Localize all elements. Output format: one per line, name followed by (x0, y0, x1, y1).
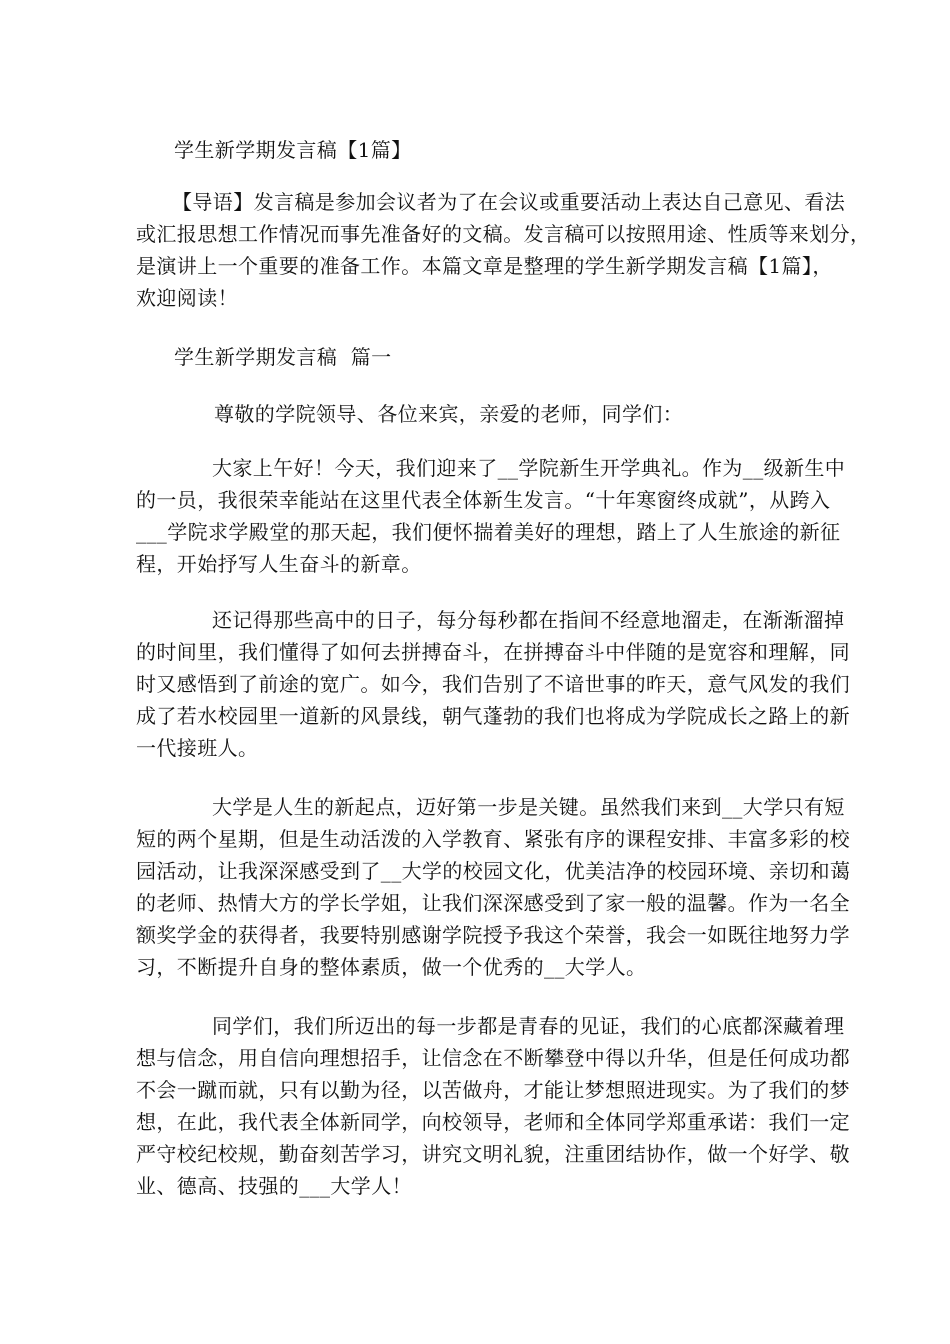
intro-line: 或汇报思想工作情况而事先准备好的文稿。发言稿可以按照用途、性质等来划分， (136, 222, 871, 246)
body-paragraph-1 (136, 452, 846, 580)
paragraph-line: 成了若水校园里一道新的风景线，朝气蓬勃的我们也将成为学院成长之路上的新 (136, 704, 850, 728)
paragraph-line: ___学院求学殿堂的那天起，我们便怀揣着美好的理想，踏上了人生旅途的新征 (136, 520, 841, 544)
body-paragraph-3 (136, 791, 851, 983)
section-heading: 学生新学期发言稿 篇一 (174, 345, 392, 369)
paragraph-line: 一代接班人。 (136, 736, 259, 760)
paragraph-line: 额奖学金的获得者，我要特别感谢学院授予我这个荣誉，我会一如既往地努力学 (136, 923, 850, 947)
paragraph-line: 的一员，我很荣幸能站在这里代表全体新生发言。“十年寒窗终成就”，从跨入 (136, 488, 831, 512)
paragraph-line: 短的两个星期，但是生动活泼的入学教育、紧张有序的课程安排、丰富多彩的校 (136, 827, 850, 851)
document-title: 学生新学期发言稿【1篇】 (174, 138, 412, 162)
paragraph-line: 的老师、热情大方的学长学姐，让我们深深感受到了家一般的温馨。作为一名全 (136, 891, 850, 915)
intro-line: 【导语】发言稿是参加会议者为了在会议或重要活动上表达自己意见、看法 (172, 190, 846, 214)
paragraph-line: 的时间里，我们懂得了如何去拼搏奋斗，在拼搏奋斗中伴随的是宽容和理解，同 (136, 640, 850, 664)
paragraph-line: 时又感悟到了前途的宽广。如今，我们告别了不谙世事的昨天，意气风发的我们 (136, 672, 850, 696)
body-paragraph-4 (136, 1010, 850, 1202)
intro-paragraph (136, 186, 871, 314)
body-paragraph-2 (136, 604, 850, 764)
intro-line: 是演讲上一个重要的准备工作。本篇文章是整理的学生新学期发言稿【1篇】， (136, 254, 833, 278)
paragraph-line: 还记得那些高中的日子，每分每秒都在指间不经意地溜走，在渐渐溜掉 (212, 608, 845, 632)
intro-line: 欢迎阅读！ (136, 286, 238, 310)
paragraph-line: 同学们，我们所迈出的每一步都是青春的见证，我们的心底都深藏着理 (212, 1014, 845, 1038)
paragraph-line: 想与信念，用自信向理想招手，让信念在不断攀登中得以升华，但是任何成功都 (136, 1046, 850, 1070)
salutation: 尊敬的学院领导、各位来宾，亲爱的老师，同学们： (214, 402, 684, 426)
paragraph-line: 想，在此，我代表全体新同学，向校领导，老师和全体同学郑重承诺：我们一定 (136, 1110, 850, 1134)
paragraph-line: 不会一蹴而就，只有以勤为径，以苦做舟，才能让梦想照进现实。为了我们的梦 (136, 1078, 850, 1102)
paragraph-line: 大家上午好！今天，我们迎来了__学院新生开学典礼。作为__级新生中 (212, 456, 846, 480)
paragraph-line: 严守校纪校规，勤奋刻苦学习，讲究文明礼貌，注重团结协作，做一个好学、敬 (136, 1142, 850, 1166)
paragraph-line: 园活动，让我深深感受到了__大学的校园文化，优美洁净的校园环境、亲切和蔼 (136, 859, 851, 883)
paragraph-line: 习，不断提升自身的整体素质，做一个优秀的__大学人。 (136, 955, 647, 979)
paragraph-line: 业、德高、技强的___大学人！ (136, 1174, 412, 1198)
paragraph-line: 大学是人生的新起点，迈好第一步是关键。虽然我们来到__大学只有短 (212, 795, 845, 819)
paragraph-line: 程，开始抒写人生奋斗的新章。 (136, 552, 422, 576)
